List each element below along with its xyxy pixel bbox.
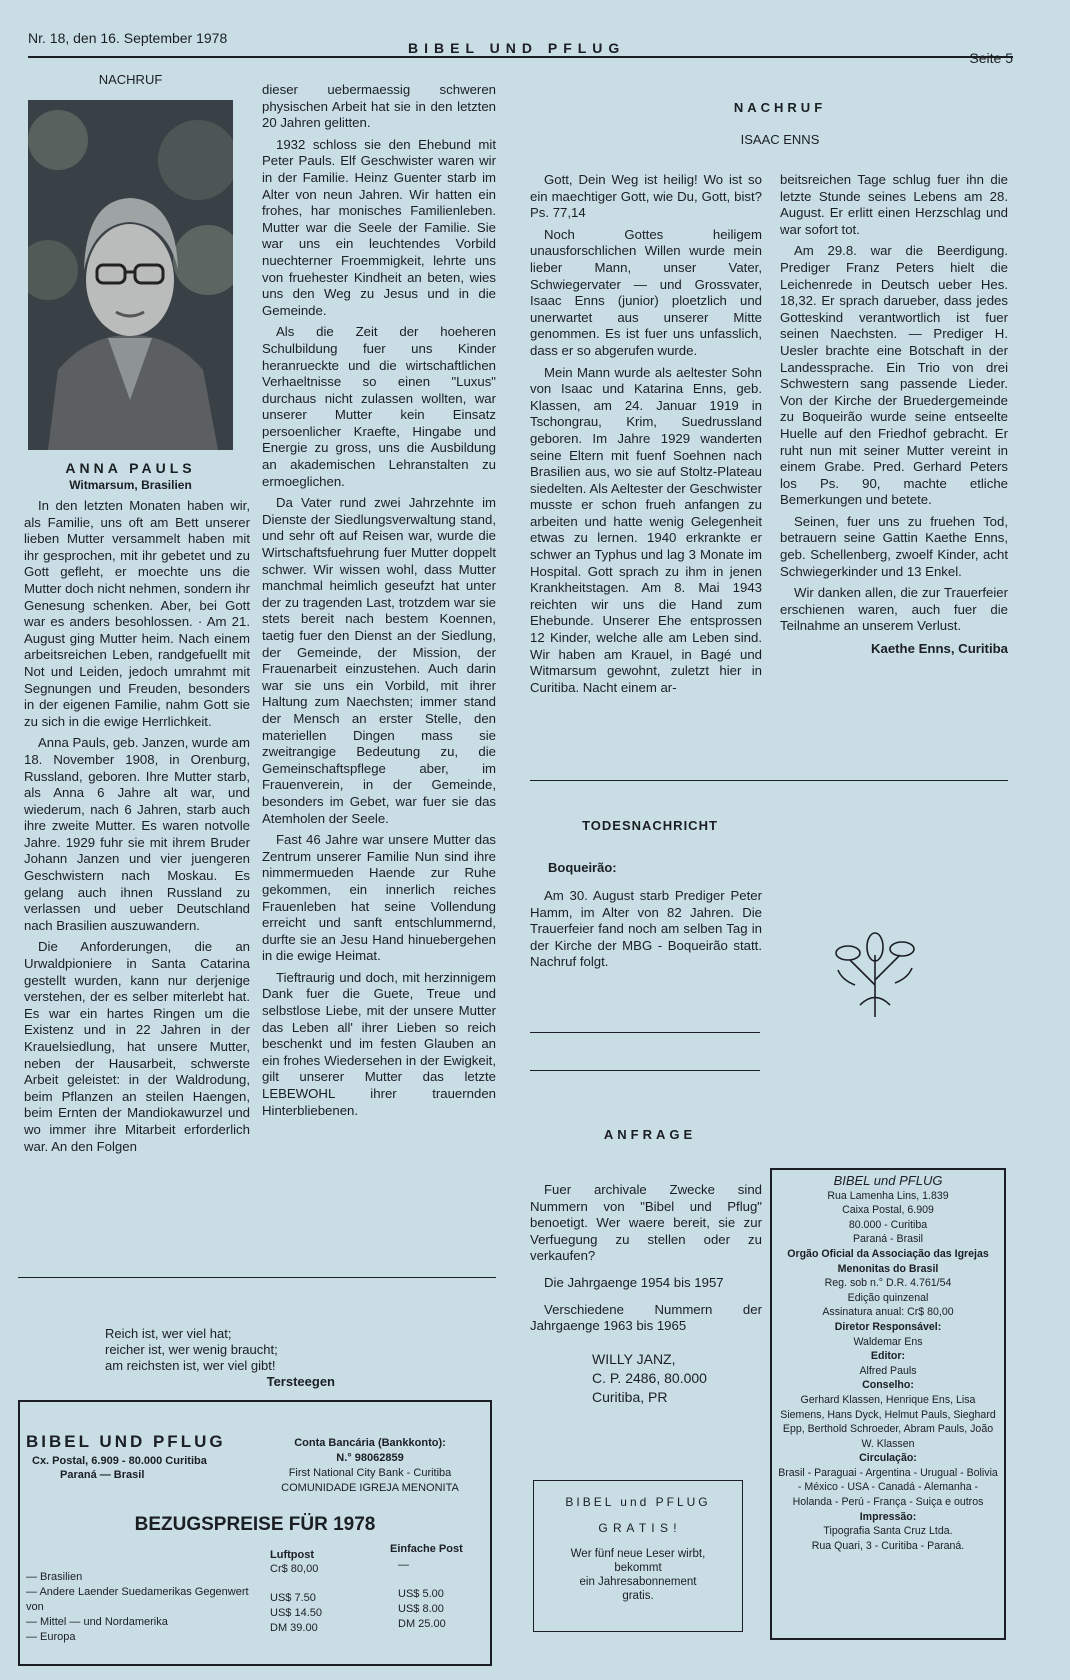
- price-value: Cr$ 80,00: [270, 1563, 319, 1575]
- bank-info: [260, 1436, 480, 1496]
- paragraph: Noch Gottes heiligem unausforschlichen Willen wurde mein lieber Mann, unser Vater, Schwiegervater — und Grossvater, Isaac Enns (junior) ploetzlich und unerwartet aus unserer Mitte genommen. Es ist fuer uns unfasslich, dass er so abgerufen wurde.: [530, 226, 762, 358]
- price-value: US$ 8.00: [398, 1603, 444, 1615]
- printer-address: Rua Quari, 3 - Curitiba - Paraná.: [811, 1539, 965, 1552]
- todesnachricht-text: [530, 888, 762, 976]
- paragraph: Die Jahrgaenge 1954 bis 1957: [544, 1274, 724, 1290]
- paragraph: Seinen, fuer uns zu fruehen Tod, betrauern seine Gattin Kaethe Enns, geb. Schellenberg, zwoelf Kinder, acht Schwiegerkinder und 13 Enkel.: [780, 513, 1008, 579]
- gratis-subtitle: G R A T I S !: [598, 1521, 678, 1535]
- anfrage-address: [592, 1350, 707, 1407]
- council-label: Conselho:: [862, 1379, 914, 1392]
- price-value: DM 25.00: [398, 1618, 446, 1630]
- gratis-text: [534, 1547, 742, 1603]
- masthead: [28, 30, 1013, 64]
- impressum-title: BIBEL und PFLUG: [833, 1173, 943, 1188]
- price-value: US$ 5.00: [398, 1588, 444, 1600]
- paragraph: 1932 schloss sie den Ehebund mit Peter Pauls. Elf Geschwister waren wir in der Familie. Heinz Guenter starb im Alter von neun Jahren. Wir hatten ein frohes, har monisches Familienleben. Mutter war die Seele der Familie. Sie war uns ein leuchtendes Vorbild nuechterner Froemmigkeit, lehrte uns von fruehester Kindheit an beten, wies uns den Weg zu Jesus und in die Gemeinde.: [262, 136, 496, 318]
- quote: [105, 1326, 335, 1390]
- portrait-photo: [28, 100, 233, 450]
- price-row-label: — Brasilien: [26, 1571, 83, 1583]
- masthead-rule: [28, 56, 1013, 58]
- impressum-line: Caixa Postal, 6.909: [842, 1204, 934, 1217]
- nachruf2-column2: [780, 172, 1008, 658]
- gratis-line: Wer fünf neue Leser wirbt,: [570, 1548, 706, 1560]
- paragraph: Fast 46 Jahre war unsere Mutter das Zentrum unserer Familie Nun sind ihre nimmermueden Haende zur Ruhe gekommen, ein innerlich reiches Frauenleben hat seine Vollendung erreicht und sanft entschlummernd, durfte sie an Jesu Hand hinuebergehen in die ewige Heimat.: [262, 832, 496, 964]
- todesnachricht-label: TODESNACHRICHT: [582, 818, 718, 833]
- paragraph: Fuer archivale Zwecke sind Nummern von "Bibel und Pflug" benoetigt. Wer waere bereit, sie zur Verfuegung zu stellen oder zu verkaufen?: [530, 1182, 762, 1264]
- paragraph: Die Anforderungen, die an Urwaldpioniere in Santa Catarina gestellt wurden, kann nur derjenige verstehen, der es selber miterlebt hat. Es war ein hartes Ringen um die Existenz und in 22 Jahren in der Krauelsiedlung, hat unsere Mutter, neben der Hausarbeit, schwerste Arbeit geleistet: in der Waldrodung, beim Pflanzen an steilen Haengen, beim Ernten der Mandiokawurzel und wo immer ihre Mitarbeit erforderlich war. An den Folgen: [24, 939, 250, 1154]
- nachruf-label: NACHRUF: [98, 72, 163, 87]
- gratis-title: BIBEL und PFLUG: [565, 1495, 711, 1509]
- price-row-label: — Europa: [26, 1631, 76, 1643]
- anfrage-label: ANFRAGE: [603, 1127, 697, 1142]
- nachruf1-column2: [262, 82, 496, 1124]
- price-value: US$ 7.50: [270, 1592, 316, 1604]
- director: Waldemar Ens: [853, 1335, 923, 1348]
- brand-country: Paraná — Brasil: [60, 1469, 145, 1481]
- todesnachricht-place: Boqueirão:: [548, 860, 617, 875]
- nachruf2-signature: Kaethe Enns, Curitiba: [870, 641, 1008, 657]
- circulation-label: Circulação:: [859, 1452, 917, 1465]
- price-labels: [26, 1570, 251, 1645]
- airmail-prices: [270, 1562, 322, 1636]
- divider: [18, 1277, 496, 1278]
- subscription-heading: BEZUGSPREISE FÜR 1978: [134, 1514, 376, 1535]
- impressum-line: 80.000 - Curitiba: [848, 1218, 928, 1231]
- council: Gerhard Klassen, Henrique Ens, Lisa Siemens, Hans Dyck, Helmut Pauls, Sieghard Epp, Berthold Schroeder, Abram Pauls, João W. Klassen: [780, 1393, 996, 1450]
- address-line: Curitiba, PR: [592, 1389, 668, 1405]
- quote-line: reicher ist, wer wenig braucht;: [105, 1342, 278, 1357]
- editor: Alfred Pauls: [859, 1364, 917, 1377]
- impressum-line: Rua Lamenha Lins, 1.839: [827, 1189, 949, 1202]
- flower-ornament-icon: [830, 925, 920, 1020]
- bank-name: First National City Bank - Curitiba: [288, 1467, 452, 1479]
- paragraph: beitsreichen Tage schlug fuer ihn die letzte Stunde seines Lebens am 28. August. Er erlitt einen Herzschlag und war sofort tot.: [780, 172, 1008, 237]
- director-label: Diretor Responsável:: [834, 1320, 942, 1333]
- gratis-line: ein Jahresabonnement: [579, 1576, 697, 1588]
- printer: Tipografia Santa Cruz Ltda.: [823, 1525, 953, 1538]
- paragraph: Wir danken allen, die zur Trauerfeier erschienen waren, auch fuer die Teilnahme an unserem Verlust.: [780, 585, 1008, 634]
- impressum-box: [770, 1168, 1006, 1640]
- circulation: Brasil - Paraguai - Argentina - Urugual - Bolivia - México - USA - Canadá - Alemanha - Holanda - Perú - França - Suiça e outros: [778, 1466, 998, 1509]
- paragraph: Am 29.8. war die Beerdigung. Prediger Franz Peters hielt die Leichenrede in Deutsch ueber Hes. 18,32. Er sprach darueber, dass jedes Gotteskind verantwortlich ist fuer seinen Naechsten. — Prediger H. Uesler brachte eine Botschaft in der Landessprache. Ein Trio von drei Schwestern sang passende Lieder. Von der Kirche der Bruedergemeinde zu Boqueirão wurde seine entseelte Huelle auf den Friedhof gebracht. Er ruht nun mit seiner Mutter vereint in einem Grabe. Pred. Gerhard Peters los Ps. 90, machte etliche Bemerkungen und betete.: [780, 243, 1008, 508]
- bank-label: Conta Bancária (Bankkonto):: [294, 1437, 446, 1449]
- paragraph: Mein Mann wurde als aeltester Sohn von Isaac und Katarina Enns, geb. Klassen, am 24. Januar 1919 in Tschongrau, Krim, Suedrussland geboren. Im Jahre 1929 wanderten seine Eltern mit fuenf Soehnen nach Brasilien aus, wo sie auf Stoltz-Plateau siedelten. Als Aeltester der Geschwister musste er schon frueh anfangen zu arbeiten und hatte wenig Gelegenheit etwas zu lernen. 1940 erkrankte er schwer an Typhus und lag 3 Monate im Hospital. Gott sprach zu ihm in jenen Krankheitstagen. Am 8. Mai 1943 reichten wir uns die Hand zum Ehebunde. Unserer Ehe entsprossen 12 Kinder, welche alle am Leben sind. Wir haben am Krauel, in Bagé und Witmarsum gewohnt, zuletzt hier in Curitiba. Nacht einem ar-: [530, 364, 762, 695]
- paragraph: Am 30. August starb Prediger Peter Hamm, im Alter von 82 Jahren. Die Trauerfeier fand noch am selben Tag in der Kirche der MBG - Boqueirão statt. Nachruf folgt.: [530, 888, 762, 970]
- address-line: WILLY JANZ,: [592, 1351, 676, 1367]
- newspaper-title: BIBEL UND PFLUG: [408, 40, 626, 56]
- paragraph: Tieftraurig und doch, mit herzinnigem Dank fuer die Guete, Treue und selbstlose Liebe, mit der unsere Mutter das Leben all' ihrer Lieben so reich beschenkt und im festen Glauben an ein frohes Wiedersehen in der Ewigkeit, gilt unserer Mutter das letzte LEBEWOHL ihrer trauernden Hinterbliebenen.: [262, 969, 496, 1118]
- paragraph: Da Vater rund zwei Jahrzehnte im Dienste der Siedlungsverwaltung stand, und sehr oft auf Reisen war, wurde die Wirtschaftsfuehrung fuer Mutter doppelt schwer. Wir wissen wohl, dass Mutter manchmal heimlich geseufzt hat unter der zu tragenden Last, trotzdem war sie stets bereit nach bestem Koennen, taetig fuer den Dienst an der Siedlung, der Gemeinde, der Mission, der Frauenarbeit einzustehen. Auch darin war sie uns ein Vorbild, mit ihrer Haltung zum Naechsten; immer stand der Mensch an erster Stelle, den materiellen Dingen mass sie zweitrangige Bedeutung zu, die Gemeinschaftspflege aber, im Frauenverein, in der Gemeinde, besonders im Gebet, war fuer sie das Atemholen der Seele.: [262, 495, 496, 826]
- editor-label: Editor:: [870, 1350, 906, 1363]
- brand-address: Cx. Postal, 6.909 - 80.000 Curitiba: [32, 1455, 207, 1467]
- subscription-box: [18, 1400, 492, 1666]
- impressum-line: Edição quinzenal: [847, 1291, 929, 1304]
- quote-line: am reichsten ist, wer viel gibt!: [105, 1358, 276, 1373]
- nachruf2-column1: [530, 172, 762, 701]
- brand-name: BIBEL UND PFLUG: [26, 1432, 226, 1451]
- divider: [530, 1032, 760, 1033]
- paragraph: Als die Zeit der hoeheren Schulbildung fuer uns Kinder heranrueckte und die wirtschaftlichen Verhaeltnisse so einen "Luxus" durchaus nicht zulassen wollten, war unserer Mutter kein Einsatz persoenlicher Kraefte, Hingabe und Energie zu gross, uns die Ausbildung an akademischen Lehranstalten zu ermoeglichen.: [262, 324, 496, 489]
- nachruf1-column1: [24, 498, 250, 1160]
- quote-author: Tersteegen: [266, 1374, 335, 1389]
- price-row-label: — Mittel — und Nordamerika: [26, 1616, 168, 1628]
- divider: [530, 780, 1008, 781]
- price-row-label: — Andere Laender Suedamerikas Gegenwert von: [26, 1586, 249, 1613]
- impressum-line: Assinatura anual: Cr$ 80,00: [822, 1306, 954, 1319]
- paragraph: In den letzten Monaten haben wir, als Familie, uns oft am Bett unserer lieben Mutter versammelt haben mit ihr gesprochen, mit ihr gebetet und zu Gott gefleht, er moechte uns die Mutter doch nicht nehmen, sondern ihr Genesung schenken. Aber, bei Gott war es anders besohlossen. · Am 21. August ging Mutter heim. Nach einem arbeitsreichen Leben, randgefuellt mit Not und Leiden, jedoch umrahmt mit Segnungen und Freuden, besonders in der eigenen Familie, nahm Gott sie zu sich in die ewige Herrlichkeit.: [24, 498, 250, 729]
- anfrage-text: [530, 1182, 762, 1340]
- page-number: Seite 5: [969, 50, 1013, 66]
- impressum-organ: Orgão Oficial da Associação das Igrejas Menonitas do Brasil: [787, 1247, 989, 1275]
- paragraph: Gott, Dein Weg ist heilig! Wo ist so ein maechtiger Gott, wie Du, Gott, bist? Ps. 77,14: [530, 172, 762, 221]
- bank-owner: COMUNIDADE IGREJA MENONITA: [281, 1482, 459, 1494]
- deceased-name: ANNA PAULS: [65, 460, 196, 476]
- quote-line: Reich ist, wer viel hat;: [105, 1326, 232, 1341]
- price-value: —: [398, 1559, 409, 1571]
- paragraph: Anna Pauls, geb. Janzen, wurde am 18. November 1908, in Orenburg, Russland, geboren. Ihre Mutter starb, als Anna 6 Jahre alt war, und wiederum, nach 6 Jahren, starb auch ihre zweite Mutter. Es waren notvolle Jahre. 1929 fuhr sie mit ihrem Bruder Johann Janzen und vier juengeren Geschwistern nach Moskau. Es gelang auch ihnen Russland zu verlassen und ueber Deutschland nach Brasilien auszuwandern.: [24, 735, 250, 933]
- print-label: Impressão:: [859, 1510, 917, 1523]
- divider: [530, 1070, 760, 1071]
- plainmail-prices: [398, 1558, 446, 1632]
- issue-date: Nr. 18, den 16. September 1978: [28, 30, 228, 46]
- impressum-line: Reg. sob n.° D.R. 4.761/54: [824, 1277, 952, 1290]
- col-airmail: Luftpost: [270, 1549, 314, 1561]
- gratis-box: [533, 1480, 743, 1632]
- gratis-line: bekommt: [614, 1562, 662, 1574]
- impressum-line: Paraná - Brasil: [852, 1233, 924, 1246]
- col-plainmail: Einfache Post: [390, 1543, 463, 1555]
- gratis-line: gratis.: [622, 1590, 654, 1602]
- deceased-place: Witmarsum, Brasilien: [69, 478, 192, 492]
- nachruf2-name: ISAAC ENNS: [740, 132, 820, 147]
- paragraph: dieser uebermaessig schweren physischen Arbeit hat sie in den letzten 20 Jahren gelitten.: [262, 82, 496, 131]
- price-value: US$ 14.50: [270, 1607, 322, 1619]
- bank-number: N.° 98062859: [336, 1452, 404, 1464]
- nachruf2-label: NACHRUF: [733, 100, 827, 115]
- address-line: C. P. 2486, 80.000: [592, 1370, 707, 1386]
- paragraph: Verschiedene Nummern der Jahrgaenge 1963 bis 1965: [530, 1301, 762, 1334]
- price-value: DM 39.00: [270, 1622, 318, 1634]
